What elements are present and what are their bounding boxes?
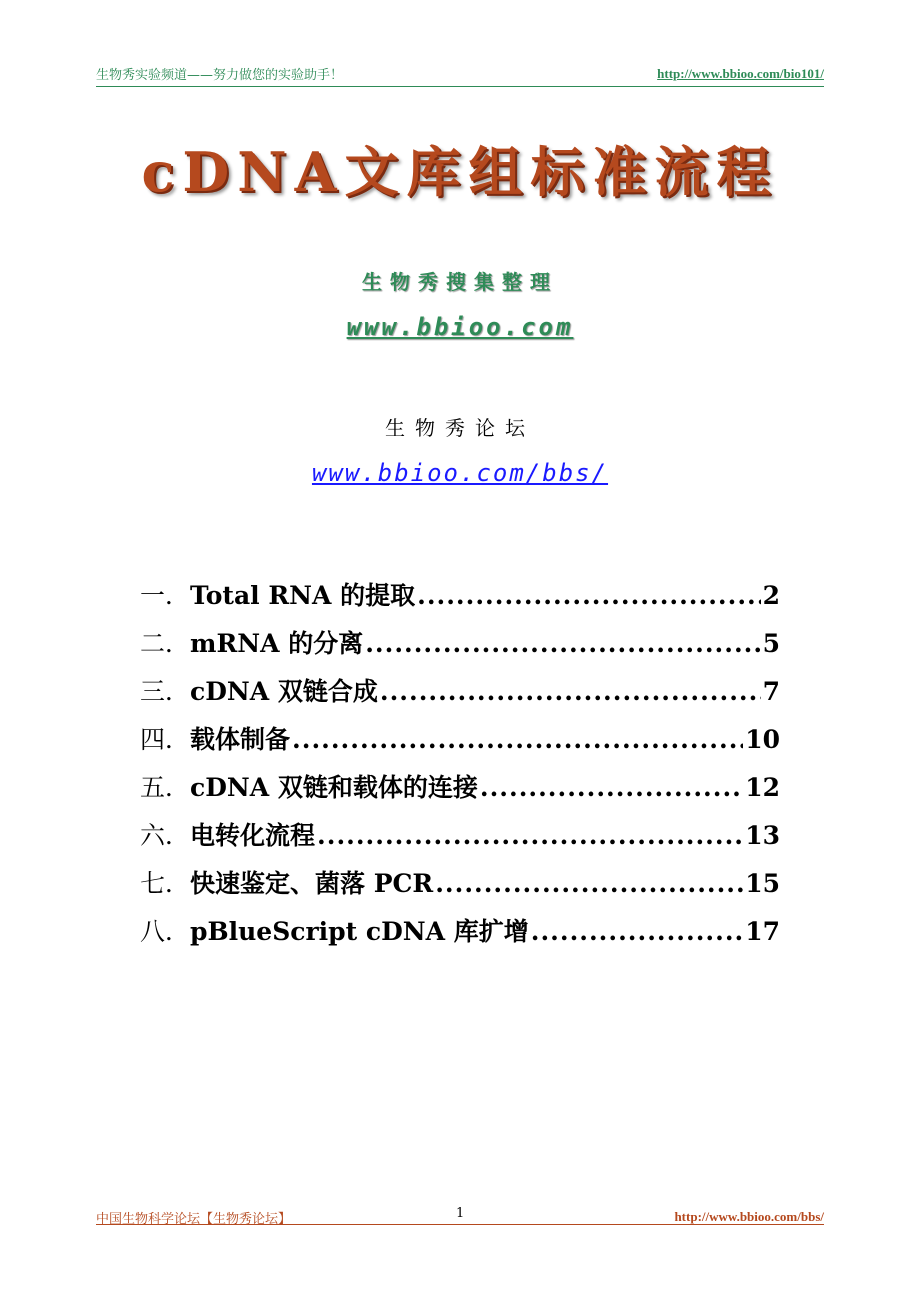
toc-leader [417, 581, 760, 610]
toc-entry[interactable] [140, 672, 780, 720]
toc-number: 七． [140, 869, 191, 898]
header-link[interactable]: http://www.bbioo.com/bio101/ [657, 66, 824, 81]
toc-title: Total RNA 的提取 [190, 581, 416, 610]
toc-leader [292, 725, 743, 754]
toc-leader [480, 773, 743, 802]
toc-title: 电转化流程 [190, 821, 316, 850]
toc-leader [380, 677, 761, 706]
document-title: cDNA文库组标准流程 [141, 140, 779, 204]
toc-leader [365, 629, 760, 658]
footer-link[interactable]: http://www.bbioo.com/bbs/ [674, 1209, 824, 1224]
header-slogan: 生物秀实验频道——努力做您的实验助手！ [96, 68, 344, 83]
toc-number: 五． [140, 773, 191, 802]
toc-page: 15 [745, 869, 780, 898]
toc-entry[interactable] [140, 576, 780, 624]
forum-link[interactable]: www.bbioo.com/bbs/ [311, 459, 609, 487]
toc-title: cDNA 双链合成 [190, 677, 378, 706]
toc-leader [317, 821, 743, 850]
toc-number: 一． [140, 581, 191, 610]
toc-number: 八． [140, 917, 191, 946]
toc-page: 10 [745, 725, 780, 754]
toc-page: 12 [745, 773, 780, 802]
toc-page: 2 [762, 581, 780, 610]
toc-number: 四． [140, 725, 191, 754]
toc-entry[interactable] [140, 768, 780, 816]
toc-number: 二． [140, 629, 191, 658]
toc-page: 13 [745, 821, 780, 850]
toc-page: 5 [762, 629, 780, 658]
toc-entry[interactable] [140, 720, 780, 768]
toc-number: 三． [140, 677, 191, 706]
toc-title: 快速鉴定、菌落 PCR [190, 869, 434, 898]
footer-forum-name: 中国生物科学论坛【生物秀论坛】 [96, 1212, 292, 1227]
toc-leader [531, 917, 743, 946]
toc-page: 7 [762, 677, 780, 706]
toc-entry[interactable] [140, 912, 780, 960]
toc-title: 载体制备 [190, 725, 291, 754]
toc-title: mRNA 的分离 [190, 629, 364, 658]
header-divider [96, 86, 824, 87]
toc-page: 17 [745, 917, 780, 946]
collected-by: 生物秀搜集整理 [362, 270, 558, 294]
toc-entry[interactable] [140, 864, 780, 912]
toc-entry[interactable] [140, 624, 780, 672]
toc-leader [435, 869, 743, 898]
toc-number: 六． [140, 821, 191, 850]
toc-entry[interactable] [140, 816, 780, 864]
footer-divider [96, 1224, 824, 1225]
toc-title: cDNA 双链和载体的连接 [190, 773, 478, 802]
footer-page-number: 1 [456, 1206, 465, 1221]
site-link[interactable]: www.bbioo.com [346, 313, 574, 341]
table-of-contents [140, 576, 780, 960]
forum-name: 生物秀论坛 [385, 416, 535, 440]
toc-title: pBlueScript cDNA 库扩增 [190, 917, 529, 946]
